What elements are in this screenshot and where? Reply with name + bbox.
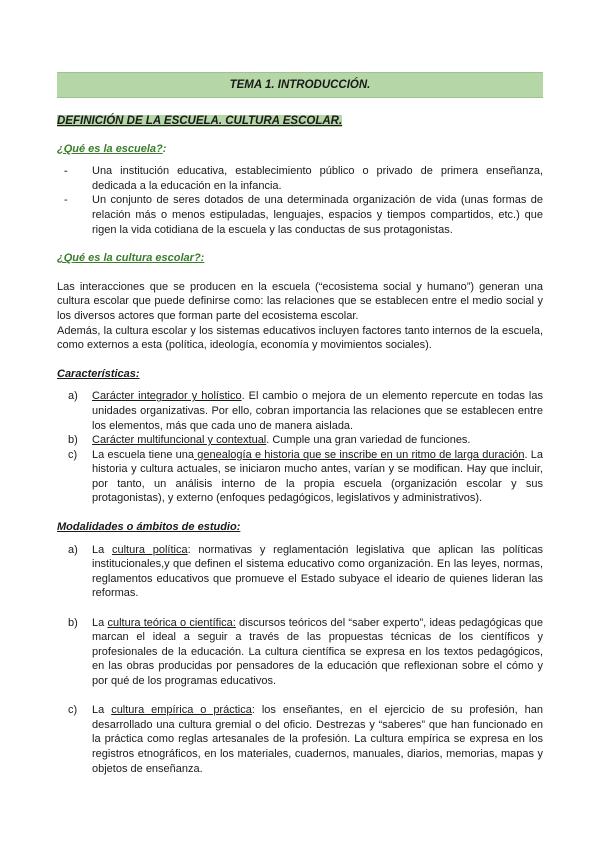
section-heading-text: DEFINICIÓN DE LA ESCUELA. CULTURA ESCOLAR. (57, 115, 343, 127)
item-text: : los enseñantes, en el ejercicio de su profesión, han desarrollado una cultura gremial o del oficio. Destrezas y “saberes” que han funcionado en la práctica como reglas artesanales de la profesión. La cultura empírica se expresa en los registros etnográficos, en los materiales, cuadernos, manuales, diarios, memorias, mapas y objetos de enseñanza. (92, 704, 544, 775)
list-item (68, 433, 543, 448)
item-text: : normativas y reglamentación legislativa que aplican las políticas institucionales,y que definen el sistema educativo como organización. En las leyes, normas, reglamentos educativos que promueve el Estado subyace el ideario de quienes lideran las reformas. (92, 543, 543, 600)
list-marker: c) (68, 704, 78, 717)
list-marker: c) (68, 448, 78, 461)
list-item (68, 616, 543, 689)
list-marker: a) (68, 543, 78, 556)
modalidades-heading: Modalidades o ámbitos de estudio: (57, 521, 241, 534)
item-text: . Cumple una gran variedad de funciones. (266, 434, 471, 447)
item-text: discursos teóricos del “saber experto”, ideas pedagógicas que marcan el ideal a seguir a través de las propuestas técnicas de los científicos y profesionales de la educación. La cultura científica se expresa en los textos pedagógicos, en las obras producidas por pensadores de la educación que reflexionan sobre el cómo y por qué de los programas educativos. (92, 616, 543, 687)
term: cultura empírica o práctica (111, 704, 252, 717)
page-title: TEMA 1. INTRODUCCIÓN. (57, 72, 543, 98)
dash-bullet: - (64, 165, 68, 178)
list-marker: b) (68, 616, 78, 629)
list-item (68, 389, 543, 433)
term: cultura teórica o científica: (107, 616, 236, 629)
item-text: . El cambio o mejora de un elemento repercute en todas las unidades organizativas. Por ello, cobran importancia las relaciones que se establecen entre los elementos, más que cada uno de manera aislada. (92, 390, 543, 432)
term: cultura política (111, 543, 188, 556)
item-text: . La historia y cultura actuales, se iniciaron mucho antes, varían y se modifican. Hay que incluir, por tanto, un análisis interno de la propia escuela (organización escolar y sus protagonistas), y externo (enfoques pedagógicos, legislativos y administrativos). (92, 448, 544, 505)
list-marker: b) (68, 434, 78, 447)
list-item (68, 448, 544, 506)
q1-list (57, 164, 543, 237)
list-item (68, 543, 543, 601)
q1-heading-text: ¿Qué es la escuela? (57, 142, 163, 155)
q1-heading (57, 142, 543, 157)
caracteristicas-heading: Características: (57, 367, 140, 380)
list-item (64, 164, 543, 193)
q2-heading: ¿Qué es la cultura escolar?: (57, 252, 205, 265)
item-pre: La (92, 543, 112, 556)
dash-bullet: - (64, 194, 68, 207)
item-pre: La (92, 616, 108, 629)
term: Carácter multifuncional y contextual (92, 434, 267, 447)
caracteristicas-list (57, 389, 543, 506)
term: genealogía e historia que se inscribe en un ritmo de larga duración (194, 448, 525, 461)
section-heading (57, 114, 543, 129)
item-pre: La (92, 704, 112, 717)
list-item-text: Un conjunto de seres dotados de una determinada organización de vida (unas formas de relación más o menos estipuladas, lenguajes, espacios y tiempos compartidos, etc.) que rigen la vida cotidiana de la escuela y las conductas de sus protagonistas. (92, 194, 543, 236)
item-pre: La escuela tiene una (92, 448, 195, 461)
paragraph: Las interacciones que se producen en la escuela (“ecosistema social y humano”) generan una cultura escolar que puede definirse como: las relaciones que se establecen entre el medio social y los diversos actores que forman parte del ecosistema escolar. (57, 280, 543, 322)
modalidades-list (57, 543, 543, 777)
q1-heading-suffix: : (162, 142, 167, 155)
list-item (68, 703, 544, 776)
paragraph: Además, la cultura escolar y los sistemas educativos incluyen factores tanto internos de la escuela, como externos a esta (política, ideología, economía y movimientos sociales). (57, 324, 543, 352)
list-marker: a) (68, 390, 78, 403)
list-item-text: Una institución educativa, establecimiento público o privado de primera enseñanza, dedicada a la educación en la infancia. (92, 165, 543, 192)
list-item (64, 193, 543, 237)
term: Carácter integrador y holístico (92, 390, 242, 403)
q2-body (57, 280, 543, 353)
